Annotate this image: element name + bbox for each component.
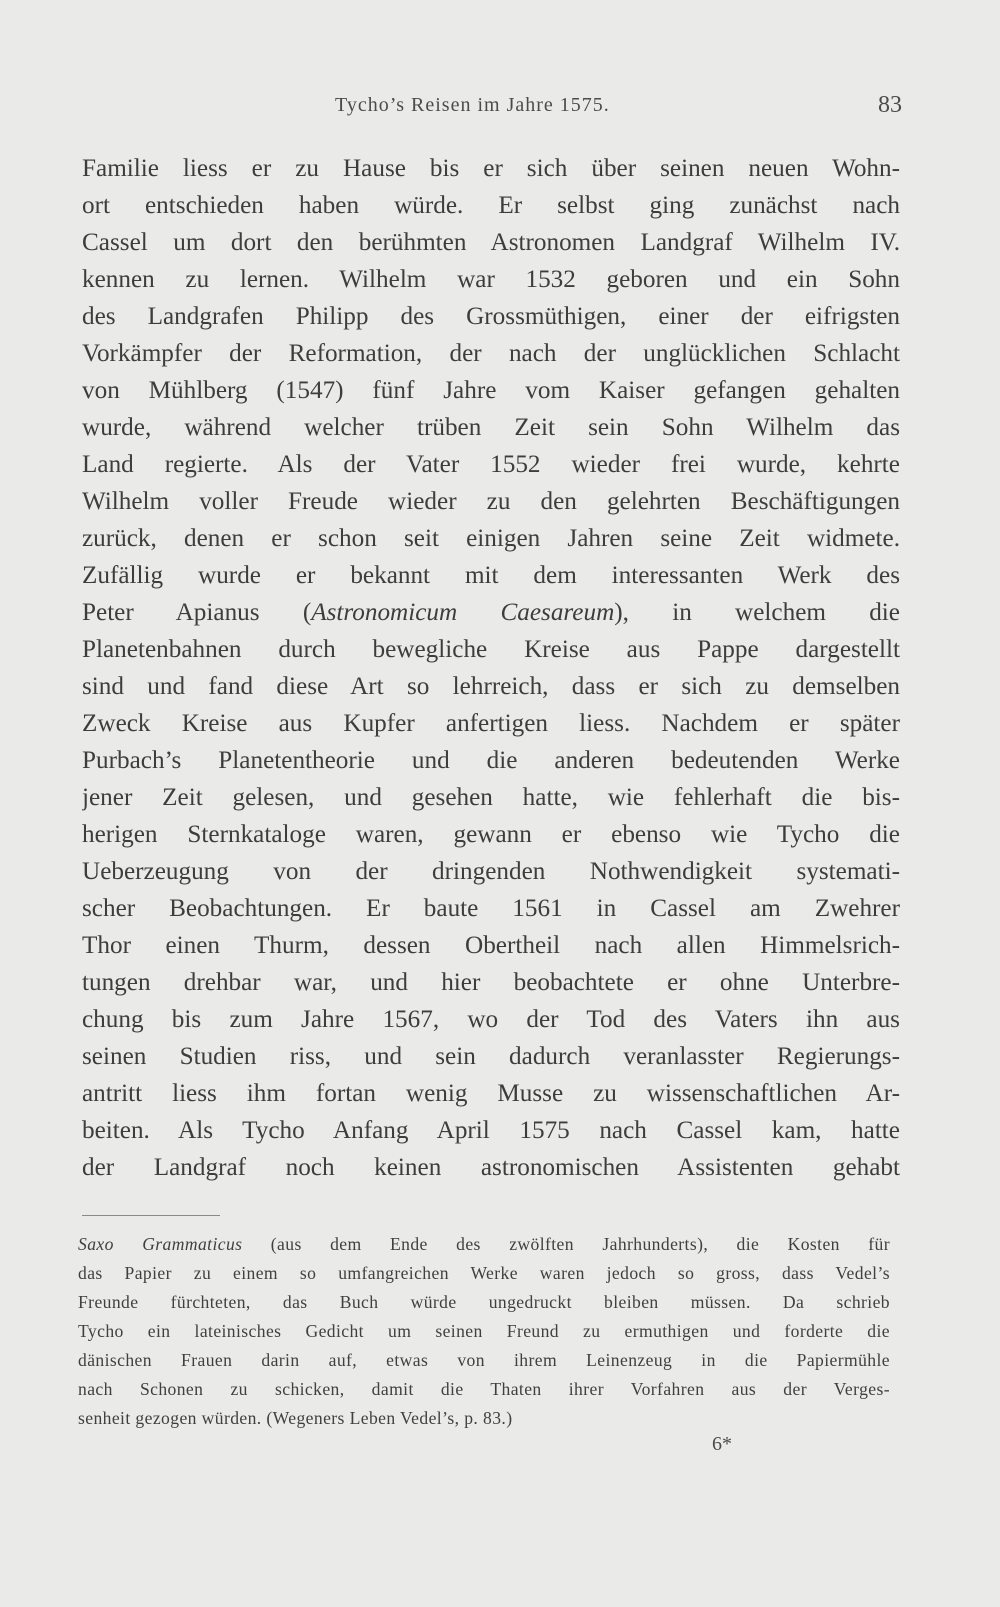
body-line: wurde, während welcher trüben Zeit sein Sohn Wilhelm das xyxy=(82,414,900,441)
body-line: seinen Studien riss, und sein dadurch veranlasster Regierungs- xyxy=(82,1043,900,1070)
footnote-line: das Papier zu einem so umfangreichen Werke waren jedoch so gross, dass Vedel’s xyxy=(78,1263,890,1283)
running-head-title: Tycho’s Reisen im Jahre 1575. xyxy=(335,94,610,116)
body-line: Zweck Kreise aus Kupfer anfertigen liess. Nachdem er später xyxy=(82,710,900,737)
footnote-line: Freunde fürchteten, das Buch würde ungedruckt bleiben müssen. Da schrieb xyxy=(78,1292,890,1312)
body-line: zurück, denen er schon seit einigen Jahren seine Zeit widmete. xyxy=(82,525,900,552)
body-line: sind und fand diese Art so lehrreich, dass er sich zu demselben xyxy=(82,673,900,700)
line-suffix: ), in welchem die xyxy=(614,599,900,626)
book-title-italic: Astronomicum Caesareum xyxy=(311,599,615,626)
printer-signature-mark: 6* xyxy=(712,1433,732,1455)
body-line: jener Zeit gelesen, und gesehen hatte, wie fehlerhaft die bis- xyxy=(82,784,900,811)
body-line: tungen drehbar war, und hier beobachtete er ohne Unterbre- xyxy=(82,969,900,996)
body-line: von Mühlberg (1547) fünf Jahre vom Kaiser gefangen gehalten xyxy=(82,377,900,404)
body-line: Zufällig wurde er bekannt mit dem interessanten Werk des xyxy=(82,562,900,589)
footnote-italic-title: Saxo Grammaticus xyxy=(78,1234,243,1254)
body-line: Land regierte. Als der Vater 1552 wieder frei wurde, kehrte xyxy=(82,451,900,478)
body-line: Thor einen Thurm, dessen Obertheil nach allen Himmelsrich- xyxy=(82,932,900,959)
footnote-divider xyxy=(82,1215,220,1216)
running-head xyxy=(80,92,910,128)
body-line: scher Beobachtungen. Er baute 1561 in Cassel am Zwehrer xyxy=(82,895,900,922)
body-line: Wilhelm voller Freude wieder zu den gelehrten Beschäftigungen xyxy=(82,488,900,515)
body-line: des Landgrafen Philipp des Grossmüthigen, einer der eifrigsten xyxy=(82,303,900,330)
footnote-line: nach Schonen zu schicken, damit die Thaten ihrer Vorfahren aus der Verges- xyxy=(78,1379,890,1399)
body-line: Familie liess er zu Hause bis er sich über seinen neuen Wohn- xyxy=(82,155,900,182)
body-line: beiten. Als Tycho Anfang April 1575 nach Cassel kam, hatte xyxy=(82,1117,900,1144)
body-line: antritt liess ihm fortan wenig Musse zu wissenschaftlichen Ar- xyxy=(82,1080,900,1107)
body-line: der Landgraf noch keinen astronomischen Assistenten gehabt xyxy=(82,1154,900,1181)
body-line: Planetenbahnen durch bewegliche Kreise aus Pappe dargestellt xyxy=(82,636,900,663)
footnote-line: senheit gezogen würden. (Wegeners Leben Vedel’s, p. 83.) xyxy=(78,1408,513,1428)
footnote-line: dänischen Frauen darin auf, etwas von ihrem Leinenzeug in die Papiermühle xyxy=(78,1350,890,1370)
body-line: Ueberzeugung von der dringenden Nothwendigkeit systemati- xyxy=(82,858,900,885)
line-prefix: Peter Apianus ( xyxy=(82,599,312,626)
page-number: 83 xyxy=(878,92,902,118)
body-line: chung bis zum Jahre 1567, wo der Tod des Vaters ihn aus xyxy=(82,1006,900,1033)
footnote-line: Tycho ein lateinisches Gedicht um seinen Freund zu ermuthigen und forderte die xyxy=(78,1321,890,1341)
body-line: Cassel um dort den berühmten Astronomen Landgraf Wilhelm IV. xyxy=(82,229,900,256)
footnote xyxy=(78,1230,890,1433)
footnote-line-rest: (aus dem Ende des zwölften Jahrhunderts), die Kosten für xyxy=(242,1234,890,1254)
body-line: herigen Sternkataloge waren, gewann er ebenso wie Tycho die xyxy=(82,821,900,848)
body-text xyxy=(82,150,900,1186)
body-line: ort entschieden haben würde. Er selbst ging zunächst nach xyxy=(82,192,900,219)
body-line: Purbach’s Planetentheorie und die anderen bedeutenden Werke xyxy=(82,747,900,774)
body-line: Vorkämpfer der Reformation, der nach der unglücklichen Schlacht xyxy=(82,340,900,367)
body-line-with-title xyxy=(82,594,900,631)
body-line: kennen zu lernen. Wilhelm war 1532 geboren und ein Sohn xyxy=(82,266,900,293)
footnote-line xyxy=(78,1230,890,1259)
